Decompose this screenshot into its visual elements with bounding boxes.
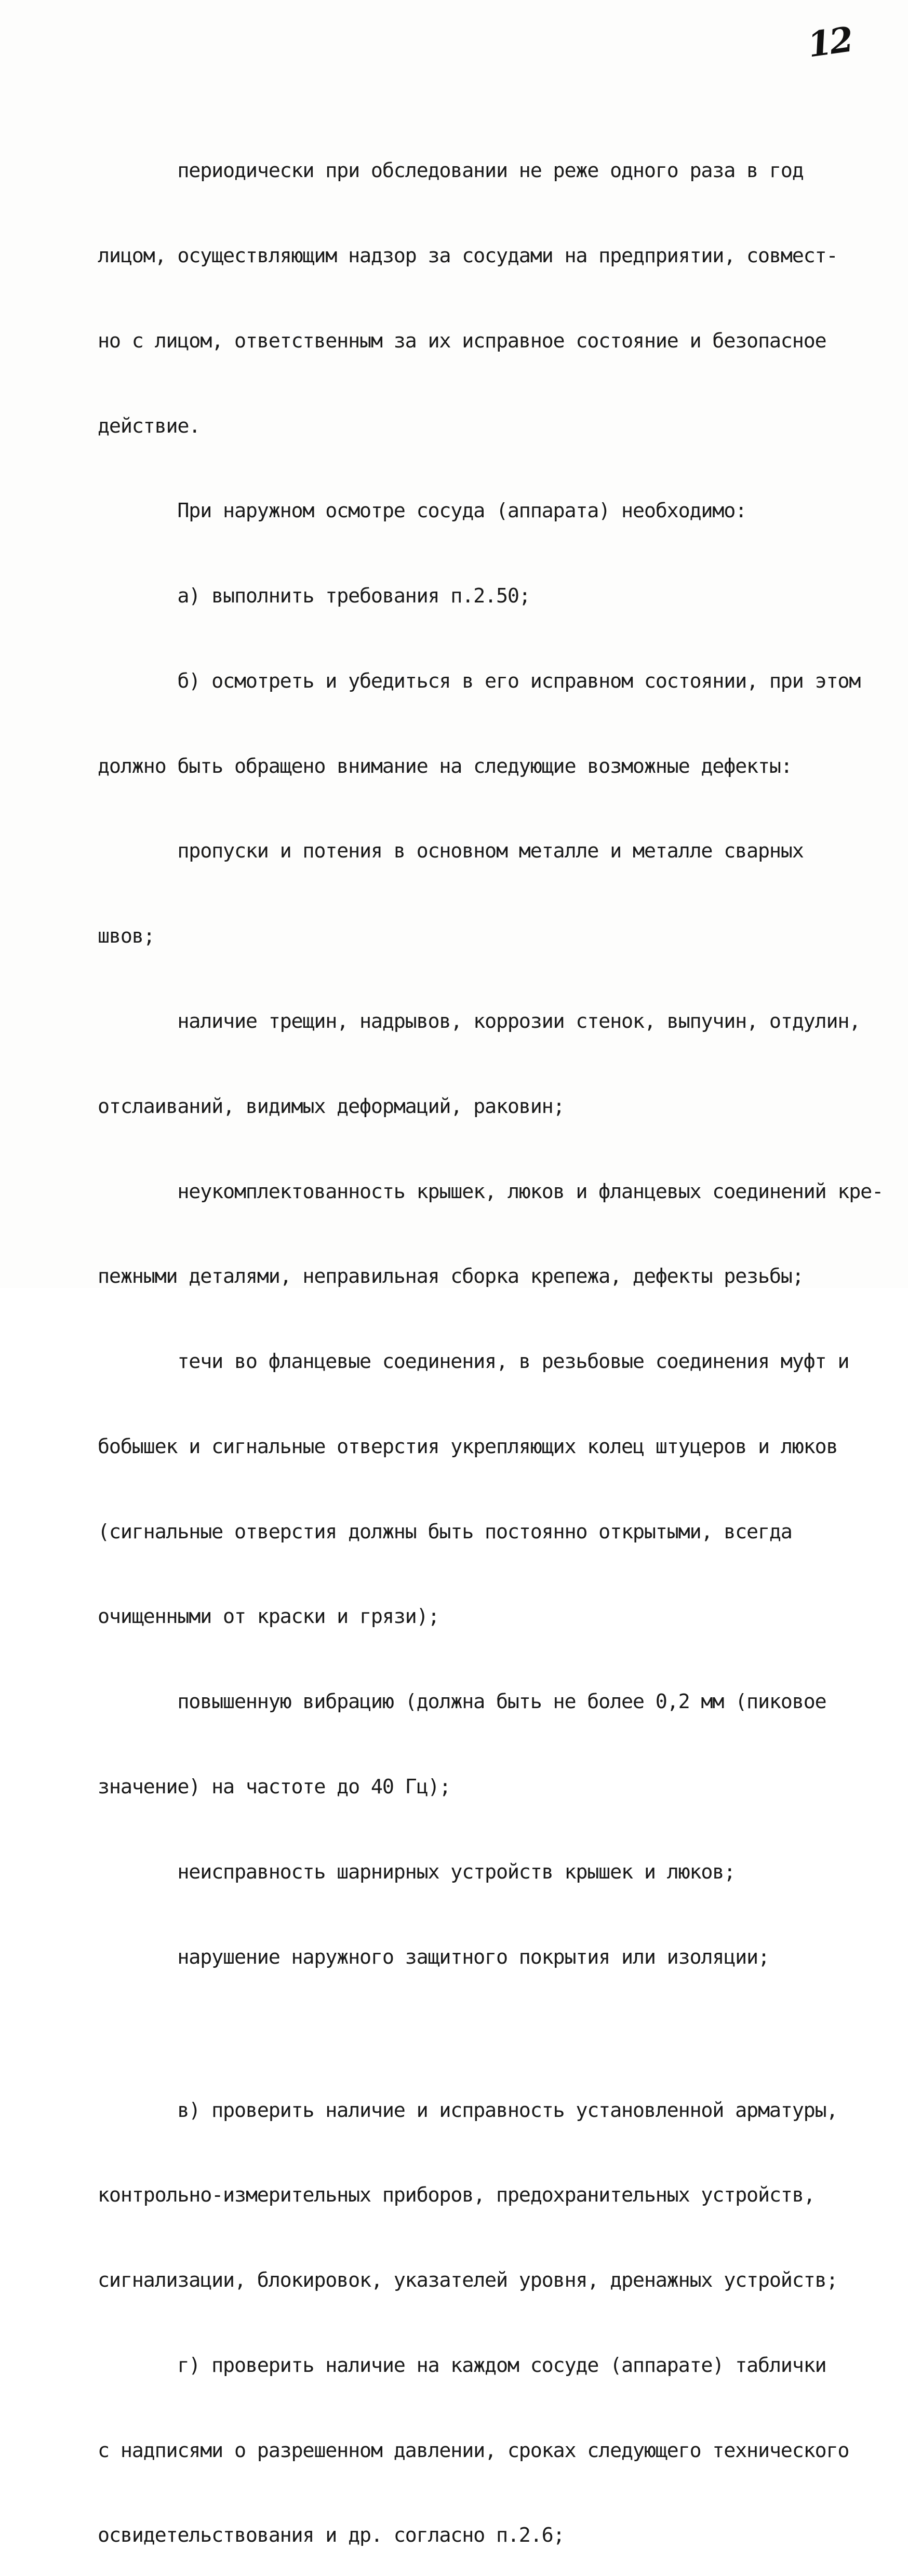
text-line: освидетельствования и др. согласно п.2.6; <box>98 2524 565 2547</box>
text-line: неукомплектованность крышек, люков и фланцевых соединений кре- <box>98 1179 884 1203</box>
text-line: а) выполнить требования п.2.50; <box>98 584 530 608</box>
text-line: (сигнальные отверстия должны быть постоянно открытыми, всегда <box>98 1520 792 1544</box>
page-number: 12 <box>805 19 854 65</box>
text-line: с надписями о разрешенном давлении, сроках следующего технического <box>98 2438 849 2462</box>
text-line: действие. <box>98 414 201 438</box>
text-line: периодически при обследовании не реже одного раза в год <box>98 159 804 183</box>
text-line: повышенную вибрацию (должна быть не более 0,2 мм (пиковое <box>98 1690 826 1714</box>
text-line: При наружном осмотре сосуда (аппарата) необходимо: <box>98 499 747 523</box>
document-body <box>98 100 884 2576</box>
text-line: г) проверить наличие на каждом сосуде (аппарате) таблички <box>98 2353 826 2377</box>
text-line: пропуски и потения в основном металле и металле сварных <box>98 839 804 863</box>
text-line: наличие трещин, надрывов, коррозии стенок, выпучин, отдулин, <box>98 1010 861 1033</box>
text-line: отслаиваний, видимых деформаций, раковин; <box>98 1094 565 1118</box>
text-line: нарушение наружного защитного покрытия или изоляции; <box>98 1945 769 1969</box>
text-line: б) осмотреть и убедиться в его исправном состоянии, при этом <box>98 669 861 693</box>
text-line: бобышек и сигнальные отверстия укрепляющих колец штуцеров и люков <box>98 1434 838 1458</box>
text-line: но с лицом, ответственным за их исправное состояние и безопасное <box>98 329 826 353</box>
text-line: течи во фланцевые соединения, в резьбовые соединения муфт и <box>98 1350 849 1374</box>
paragraph-gap <box>98 2028 851 2040</box>
text-line: значение) на частоте до 40 Гц); <box>98 1775 451 1799</box>
text-line: очищенными от краски и грязи); <box>98 1605 439 1629</box>
text-line: контрольно-измерительных приборов, предохранительных устройств, <box>98 2183 815 2207</box>
text-line: сигнализации, блокировок, указателей уровня, дренажных устройств; <box>98 2269 838 2292</box>
text-line: неисправность шарнирных устройств крышек и люков; <box>98 1860 736 1884</box>
text-line: лицом, осуществляющим надзор за сосудами на предприятии, совмест- <box>98 244 838 267</box>
text-line: в) проверить наличие и исправность установленной арматуры, <box>98 2098 838 2122</box>
text-line: должно быть обращено внимание на следующие возможные дефекты: <box>98 754 792 778</box>
text-line: швов; <box>98 924 155 948</box>
text-line: пежными деталями, неправильная сборка крепежа, дефекты резьбы; <box>98 1265 804 1289</box>
